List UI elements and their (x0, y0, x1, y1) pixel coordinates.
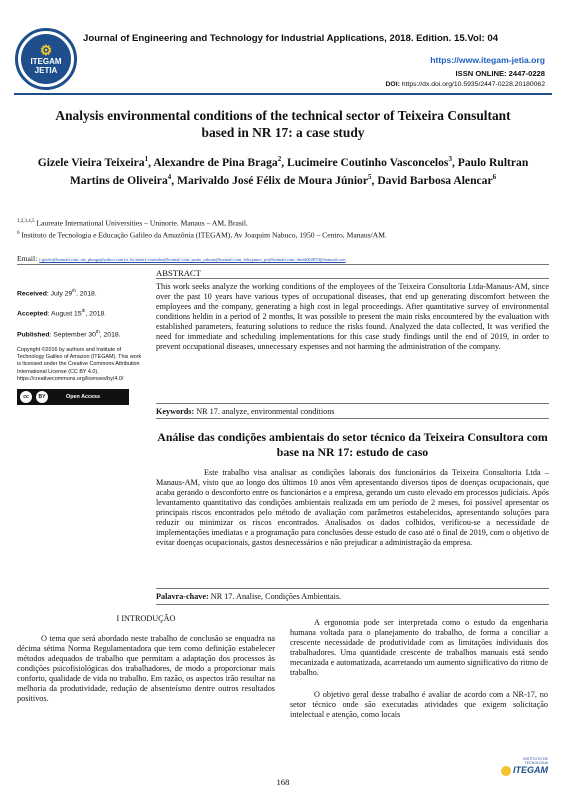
affiliation-line (17, 217, 557, 229)
logo-badge (21, 34, 71, 84)
article-info (17, 286, 145, 405)
copyright-notice: Copyright ©2016 by authors and Institute of Technology Galileo of Amazon (ITEGAM). This work is licensed under the Creative Commons Attribution International License (CC BY 4.0). https://creativecommons.org/licenses/by/4.0/ (17, 346, 142, 382)
keywords-rule (156, 418, 549, 419)
abstract-rule-bottom (156, 403, 549, 404)
palavra-rule (156, 604, 549, 605)
author-affiliation-marker: 6 (492, 173, 497, 182)
resumo-text: Este trabalho visa analisar as condições laborais dos funcionários da Teixeira Consultoria Ltda – Manaus-AM, visto que ao longo dos últimos 10 anos vêm apresentando diversos tipos de doenças ocupacionais, que acaba gerando o desconforto entre os funcionários e a empresa, gerando um custo elevado em processos judiciais. Após levantamento quantitativo das condições ambientais realizada em um período de 2 meses, foi possível apresentar os principais riscos encontrados pelo método de avaliação com parâmetros estabelecidos, apresentando soluções para reduzir ou minimizar os riscos encontrados. Analisados os dados colhidos, verificou-se a necessidade de implementações imediatas e a programação para conclusões desse estudo de caso até o final de 2019, com o objetivo de evitar doenças ocupacionais, gastos desnecessários e não prejudicar a administração da empresa. (156, 468, 549, 547)
doi (386, 81, 545, 88)
logo-text-bottom: JETIA (34, 66, 58, 75)
gear-icon (501, 766, 511, 776)
issn: ISSN ONLINE: 2447-0228 (455, 69, 545, 78)
open-access-badge[interactable] (17, 389, 129, 405)
palavra-chave: Palavra-chave: NR 17. Analise, Condições Ambientais. (156, 592, 342, 601)
email-label: Email: (17, 254, 38, 263)
cc-icon: cc (20, 391, 32, 403)
abstract-rule (156, 278, 549, 279)
abstract-heading: ABSTRACT (156, 268, 201, 278)
affiliation-text: Laureate International Universities – Uninorte. Manaus – AM, Brasil. (34, 218, 248, 228)
author-affiliation-marker: 3 (448, 155, 452, 163)
published-date: Published: September 30th, 2018. (17, 328, 121, 338)
author-name: Paulo Rultran Martins de Oliveira (69, 155, 529, 188)
affiliation-marker: 6 (17, 230, 20, 236)
email-links[interactable]: t-gizele@hotmail.com, ale_pbraga@yahoo.com.br, lucimeire.coutinho@hotmail.com, paulo_rultran@hotmail.com, felixjunior_pe@hotmail.com, david002870@hotmail.com (39, 257, 346, 262)
author-separator: , (451, 155, 458, 169)
author-name: David Barbosa Alencar (377, 174, 493, 188)
affiliation-line (17, 229, 557, 241)
divider (17, 264, 549, 265)
affiliation-marker: 1,2,3,4,5 (17, 219, 35, 224)
page-number: 168 (276, 777, 290, 787)
doi-label: DOI: (385, 81, 400, 88)
author-separator: , (171, 174, 178, 188)
journal-url-link[interactable]: https://www.itegam-jetia.org (430, 55, 545, 65)
doi-value[interactable]: https://dx.doi.org/10.5935/2447-0228.20180062 (401, 81, 545, 88)
abstract-text: This work seeks analyze the working conditions of the employees of the Teixeira Consultoria Ltda-Manaus-AM, since over the past 10 years have various types of occupational diseases, that end up generating discomfort between the employees and the company, generating a high cost in legal proceedings. After quantitative survey of environmental conditions heldin in a period of 2 months, It was possible to present the main risks encountered by the evaluation with established parameters, featuring solutions to reduce the risks found. Analyzed the data collected, It was verified the need for immediate and scheduling implementations for this case study findings until the end of 2019, in order to prevent occupational diseases, unnecessary expenses and not harming the administration of the company. (156, 282, 549, 351)
author-name: Lucimeire Coutinho Vasconcelos (286, 155, 449, 169)
author-list (30, 152, 536, 189)
author-affiliation-marker: 2 (277, 155, 282, 163)
journal-logo (15, 28, 77, 90)
intro-paragraph: O tema que será abordado neste trabalho de conclusão se enquadra na décima sétima Norma Regulamentadora que tem como definição estabelecer métodos adequados de trabalho que permitam a adaptação dos processos às condições psicofisiológicas dos trabalhadores, de modo a proporcionar mais conforto, qualidade de vida no trabalho. Em razão, os aspectos irão resultar na melhoria da produtividade, redução de absenteísmo dentre outros resultados positivos. (17, 634, 275, 703)
author-name: Alexandre de Pina Braga (153, 155, 278, 169)
journal-title: Journal of Engineering and Technology for Industrial Applications, 2018. Edition. 15.Vol: 04 (83, 33, 499, 44)
resumo-rule (156, 588, 549, 589)
author-name: Gizele Vieira Teixeira (37, 155, 145, 169)
objetivo-paragraph: O objetivo geral desse trabalho é avaliar de acordo com a NR-17, no setor técnico onde são executadas atividades que exigem solicitação intelectual e atenção, como locais (290, 690, 548, 719)
ergonomia-paragraph: A ergonomia pode ser interpretada como o estudo da engenharia humana voltada para o planejamento do trabalho, de forma a conciliar a crescente necessidade de produtividade com as limitações individuais dos trabalhadores. Uma quantidade crescente de trabalhos manuais está sendo mecanizada e automatizada, acarretando um aumento significativo do ritmo de trabalho. (290, 618, 548, 677)
title-portuguese: Análise das condições ambientais do setor técnico da Teixeira Consultora com base na NR 17: estudo de caso (157, 430, 548, 460)
open-access-label: Open Access (66, 394, 100, 401)
author-affiliation-marker: 5 (368, 173, 372, 182)
author-name: Marivaldo José Félix de Moura Júnior (177, 174, 369, 188)
email-row (17, 254, 557, 263)
received-date: Received: July 29th, 2018. (17, 288, 97, 298)
affiliations (17, 217, 557, 240)
author-separator: , (281, 155, 287, 169)
section-heading-intro: I INTRODUÇÃO (116, 614, 176, 623)
accepted-date: Accepted: August 15th, 2018. (17, 308, 107, 318)
affiliation-text: Instituto de Tecnologia e Educação Galileo da Amazônia (ITEGAM), Av Joaquim Nabuco, 1950 – Centro, Manaus/AM. (19, 230, 387, 240)
footer-logo-tag: INSTITUTO DE TECNOLOGIA (523, 757, 548, 765)
cc-by-icon: BY (36, 391, 48, 403)
gear-icon: ⚙ (39, 42, 53, 58)
header-rule (14, 93, 552, 95)
footer-logo-brand: ITEGAM (500, 765, 548, 776)
logo-text-top: ITEGAM (30, 57, 62, 66)
author-separator: , (371, 174, 378, 188)
keywords: Keywords: NR 17. analyze, environmental conditions (156, 407, 335, 416)
footer-logo (500, 757, 548, 787)
author-separator: , (148, 155, 154, 169)
paper-title: Analysis environmental conditions of the technical sector of Teixeira Consultant based in NR 17: a case study (55, 108, 511, 140)
author-affiliation-marker: 1 (144, 155, 149, 163)
author-affiliation-marker: 4 (167, 173, 172, 182)
